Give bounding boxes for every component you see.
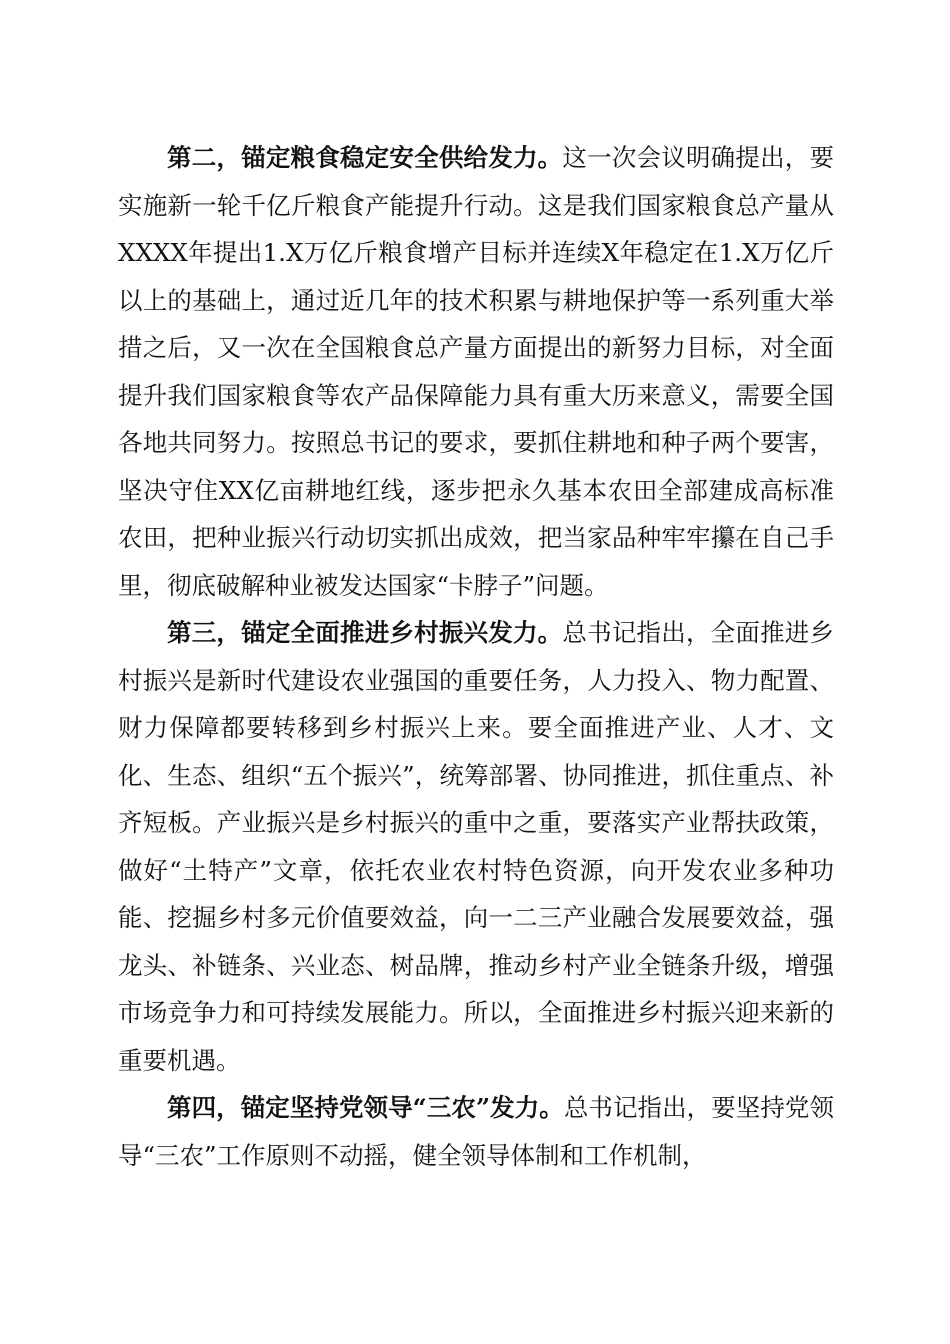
paragraph-heading: 第三，锚定全面推进乡村振兴发力。 [167,618,563,647]
paragraph-food-security [118,134,834,609]
paragraph-party-leadership [118,1084,834,1179]
paragraph-text: 总书记指出，要坚持党领导“三农”工作原则不动摇，健全领导体制和工作机制， [118,1093,834,1170]
paragraph-text: 总书记指出，全面推进乡村振兴是新时代建设农业强国的重要任务，人力投入、物力配置、财力保障都要转移到乡村振兴上来。要全面推进产业、人才、文化、生态、组织“五个振兴”，统筹部署、协同推进，抓住重点、补齐短板。产业振兴是乡村振兴的重中之重，要落实产业帮扶政策，做好“土特产”文章，依托农业农村特色资源，向开发农业多种功能、挖掘乡村多元价值要效益，向一二三产业融合发展要效益，强龙头、补链条、兴业态、树品牌，推动乡村产业全链条升级，增强市场竞争力和可持续发展能力。所以，全面推进乡村振兴迎来新的重要机遇。 [118,618,835,1075]
paragraph-heading: 第四，锚定坚持党领导“三农”发力。 [167,1093,564,1122]
paragraph-heading: 第二，锚定粮食稳定安全供给发力。 [167,143,563,172]
paragraph-rural-revitalization [118,609,834,1084]
document-body [118,134,834,1179]
paragraph-text: 这一次会议明确提出，要实施新一轮千亿斤粮食产能提升行动。这是我们国家粮食总产量从XXXX年提出1.X万亿斤粮食增产目标并连续X年稳定在1.X万亿斤以上的基础上，通过近几年的技术积累与耕地保护等一系列重大举措之后，又一次在全国粮食总产量方面提出的新努力目标，对全面提升我们国家粮食等农产品保障能力具有重大历来意义，需要全国各地共同努力。按照总书记的要求，要抓住耕地和种子两个要害，坚决守住XX亿亩耕地红线，逐步把永久基本农田全部建成高标准农田，把种业振兴行动切实抓出成效，把当家品种牢牢攥在自己手里，彻底破解种业被发达国家“卡脖子”问题。 [118,143,835,600]
